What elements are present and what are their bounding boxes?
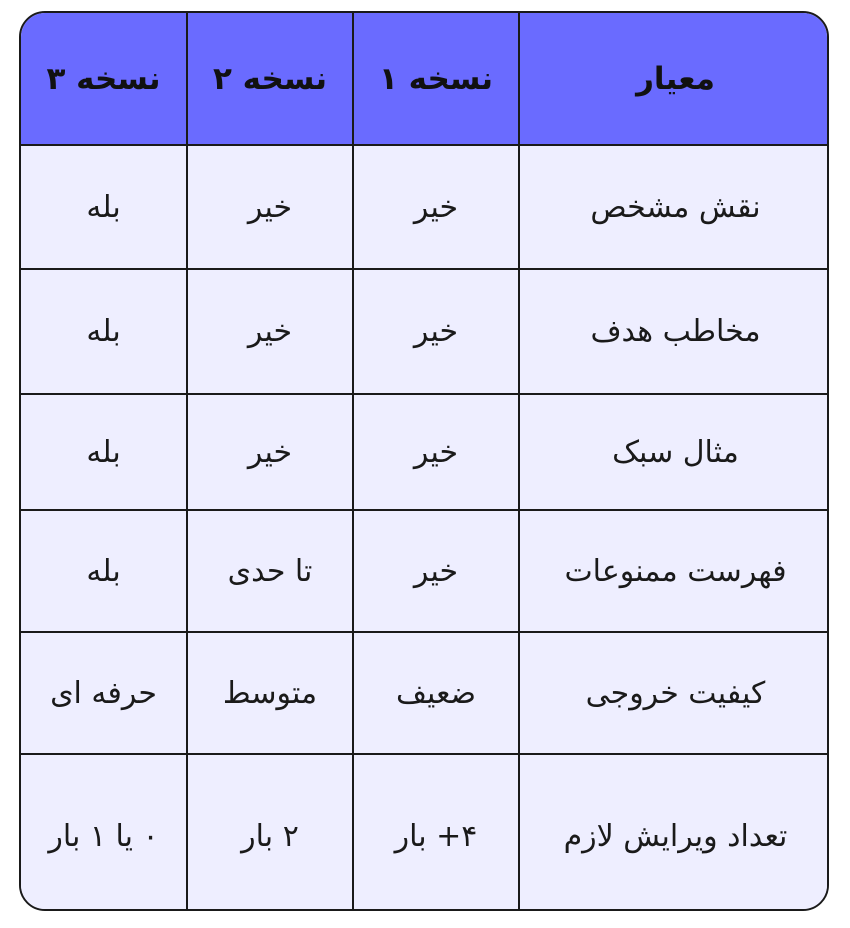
version-3-cell: بله <box>21 394 187 510</box>
table-row <box>21 269 829 394</box>
version-2-cell: خیر <box>187 269 353 394</box>
version-1-cell: خیر <box>353 394 519 510</box>
version-1-cell: خیر <box>353 269 519 394</box>
criteria-cell: کیفیت خروجی <box>519 632 829 754</box>
version-3-cell: بله <box>21 269 187 394</box>
criteria-cell: تعداد ویرایش لازم <box>519 754 829 911</box>
version-2-cell: خیر <box>187 145 353 269</box>
table-row <box>21 510 829 632</box>
header-version-1: نسخه ۱ <box>353 13 519 145</box>
table-row <box>21 145 829 269</box>
version-1-cell: ضعیف <box>353 632 519 754</box>
header-criteria: معیار <box>519 13 829 145</box>
criteria-cell: مخاطب هدف <box>519 269 829 394</box>
version-1-cell: ۴+ بار <box>353 754 519 911</box>
header-version-3: نسخه ۳ <box>21 13 187 145</box>
criteria-cell: مثال سبک <box>519 394 829 510</box>
comparison-table-container <box>19 11 829 911</box>
version-1-cell: خیر <box>353 510 519 632</box>
table-row <box>21 754 829 911</box>
header-version-2: نسخه ۲ <box>187 13 353 145</box>
criteria-cell: فهرست ممنوعات <box>519 510 829 632</box>
header-row <box>21 13 829 145</box>
table-row <box>21 394 829 510</box>
version-2-cell: متوسط <box>187 632 353 754</box>
version-3-cell: ۰ یا ۱ بار <box>21 754 187 911</box>
version-2-cell: خیر <box>187 394 353 510</box>
version-2-cell: ۲ بار <box>187 754 353 911</box>
version-3-cell: حرفه ای <box>21 632 187 754</box>
version-2-cell: تا حدی <box>187 510 353 632</box>
criteria-cell: نقش مشخص <box>519 145 829 269</box>
comparison-table <box>21 13 829 911</box>
version-3-cell: بله <box>21 145 187 269</box>
table-row <box>21 632 829 754</box>
version-1-cell: خیر <box>353 145 519 269</box>
version-3-cell: بله <box>21 510 187 632</box>
